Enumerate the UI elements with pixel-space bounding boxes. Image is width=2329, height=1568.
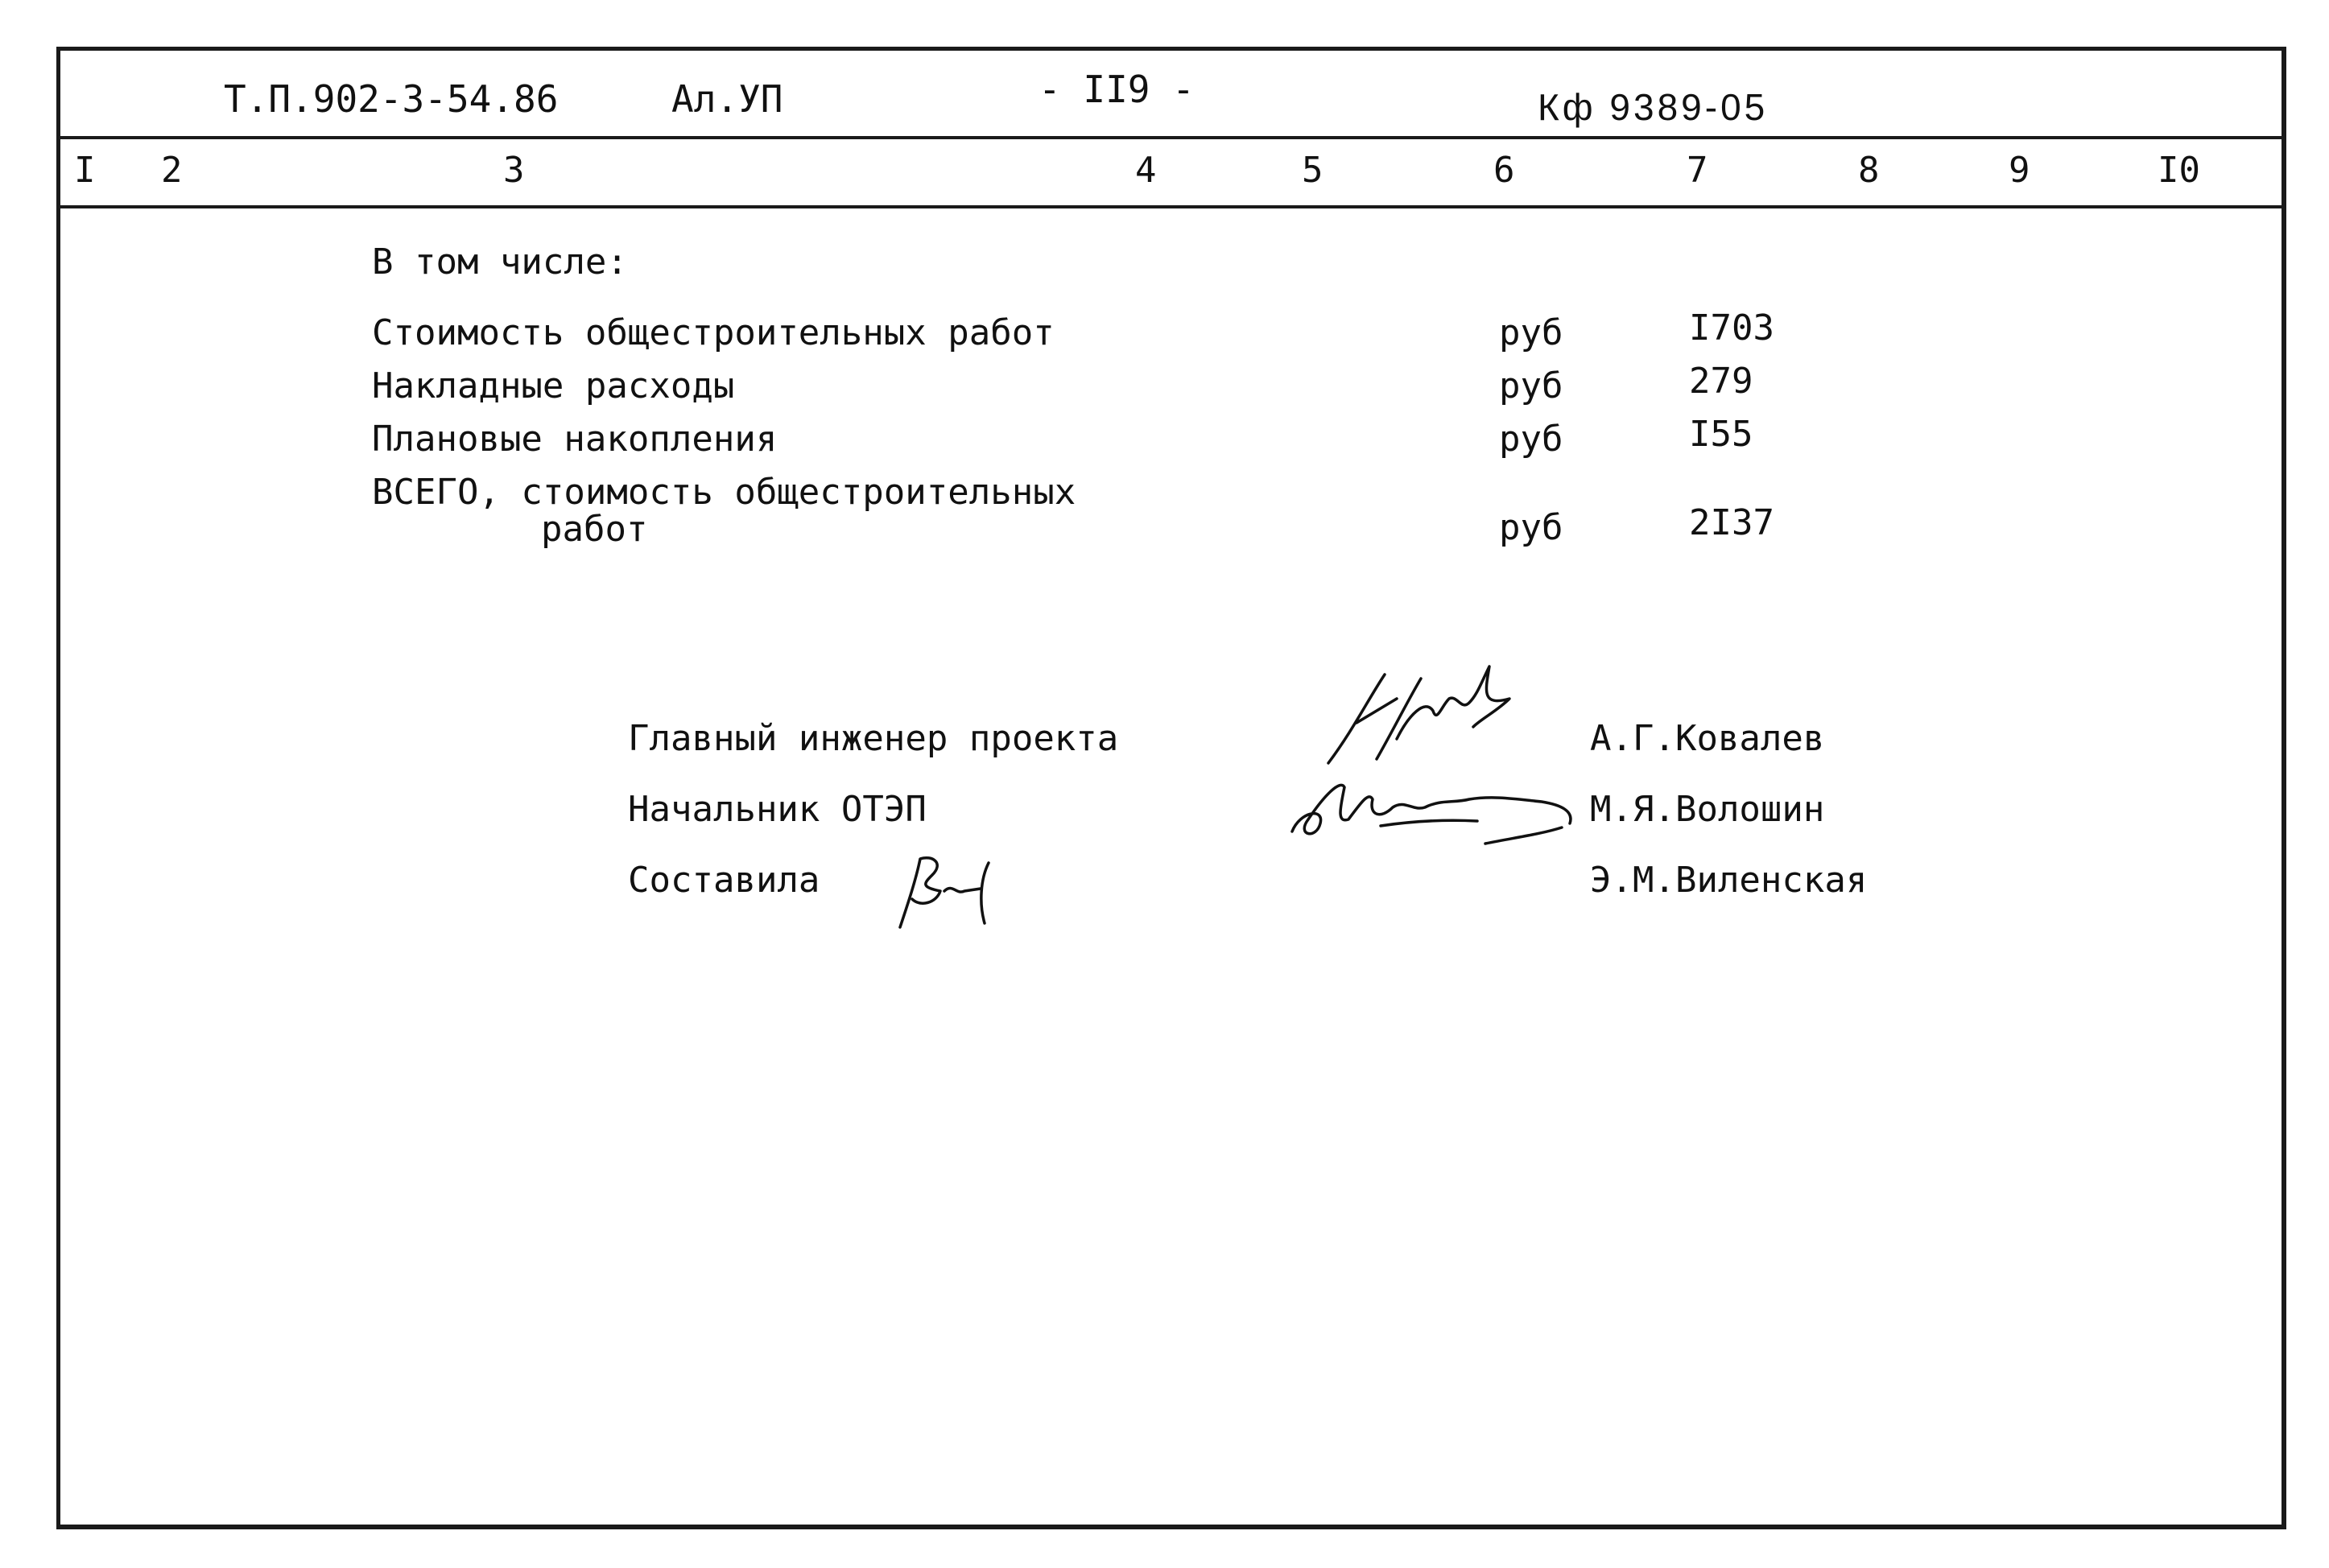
row-unit: руб [1499, 312, 1563, 353]
signatory-name: М.Я.Волошин [1590, 789, 1825, 830]
total-label-continued: работ [541, 509, 648, 550]
column-number: 7 [1687, 150, 1708, 191]
column-header-divider [60, 205, 2282, 208]
column-number: 4 [1135, 150, 1157, 191]
column-number: 3 [503, 150, 525, 191]
signatory-name: А.Г.Ковалев [1590, 718, 1825, 759]
column-number: 6 [1493, 150, 1515, 191]
column-number: I0 [2158, 150, 2200, 191]
section-title: В том числе: [372, 241, 628, 283]
total-value: 2I37 [1689, 502, 1774, 543]
row-value: 279 [1689, 361, 1753, 402]
column-number: 5 [1302, 150, 1323, 191]
header-divider [60, 136, 2282, 139]
row-value: I55 [1689, 414, 1753, 455]
document-code: Т.П.902-3-54.86 [224, 77, 559, 121]
row-value: I703 [1689, 307, 1774, 349]
signatory-role: Составила [628, 860, 820, 901]
column-number: 2 [161, 150, 183, 191]
column-number: 9 [2009, 150, 2030, 191]
row-label: Накладные расходы [372, 365, 735, 406]
archive-stamp: Кф 9389-05 [1538, 86, 1769, 128]
signature-department-head [1284, 763, 1590, 852]
column-number: I [74, 150, 96, 191]
signatory-role: Начальник ОТЭП [628, 789, 927, 830]
column-number: 8 [1858, 150, 1880, 191]
page-number: - II9 - [1039, 68, 1195, 111]
row-label: Плановые накопления [372, 419, 778, 460]
album-number: Ал.УП [671, 77, 783, 121]
row-unit: руб [1499, 419, 1563, 460]
row-unit: руб [1499, 365, 1563, 406]
total-unit: руб [1499, 507, 1563, 548]
total-label: ВСЕГО, стоимость общестроительных [372, 472, 1076, 513]
signature-chief-engineer [1320, 650, 1530, 771]
signatory-role: Главный инженер проекта [628, 718, 1119, 759]
signatory-name: Э.М.Виленская [1590, 860, 1868, 901]
row-label: Стоимость общестроительных работ [372, 312, 1055, 353]
signature-compiler [884, 847, 1013, 935]
